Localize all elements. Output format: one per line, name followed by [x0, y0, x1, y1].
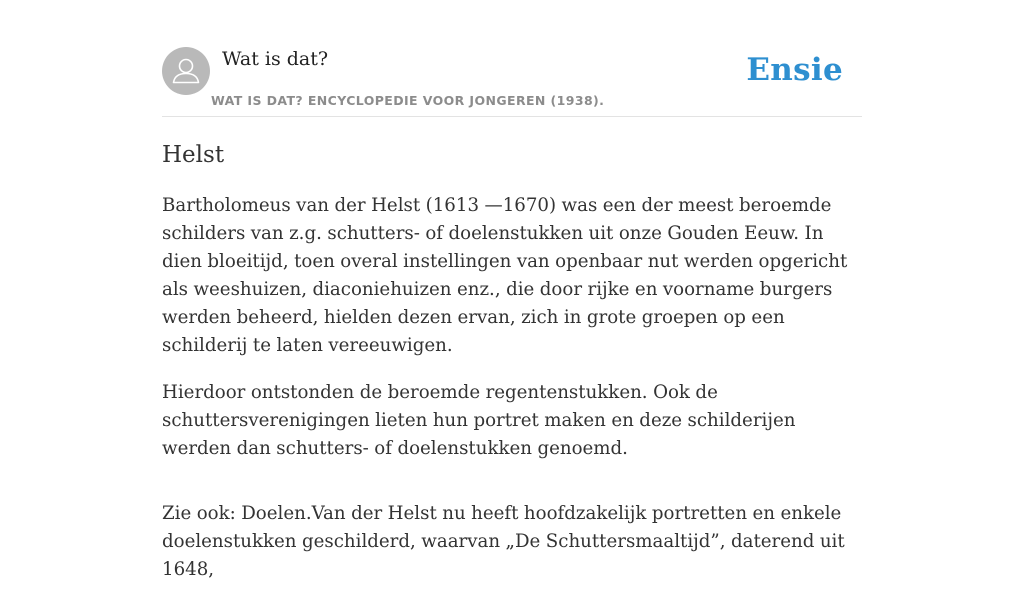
user-icon: [162, 47, 210, 95]
ensie-logo[interactable]: Ensie: [746, 52, 843, 88]
paragraph-spacer: [162, 482, 864, 500]
source-header: [162, 46, 862, 117]
article-paragraph: Zie ook: Doelen.Van der Helst nu heeft hoofdzakelijk portretten en enkele doelenstukken geschilderd, waarvan „De Schuttersmaaltijd”, daterend uit 1648,: [162, 503, 845, 580]
article-paragraph: Hierdoor ontstonden de beroemde regentenstukken. Ook de schuttersverenigingen lieten hun portret maken en deze schilderijen werden dan schutters- of doelenstukken genoemd.: [162, 382, 796, 459]
source-title[interactable]: Wat is dat?: [222, 48, 329, 70]
article-paragraph: Bartholomeus van der Helst (1613 —1670) was een der meest beroemde schilders van z.g. schutters- of doelenstukken uit onze Gouden Eeuw. In dien bloeitijd, toen overal instellingen van openbaar nut werden opgericht als weeshuizen, diaconiehuizen enz., die door rijke en voorname burgers werden beheerd, hielden dezen ervan, zich in grote groepen op een schilderij te laten vereeuwigen.: [162, 195, 848, 356]
article: [162, 140, 864, 603]
source-avatar[interactable]: [162, 47, 210, 95]
source-subtitle[interactable]: WAT IS DAT? ENCYCLOPEDIE VOOR JONGEREN (1938).: [211, 93, 605, 108]
article-title: Helst: [162, 142, 225, 168]
